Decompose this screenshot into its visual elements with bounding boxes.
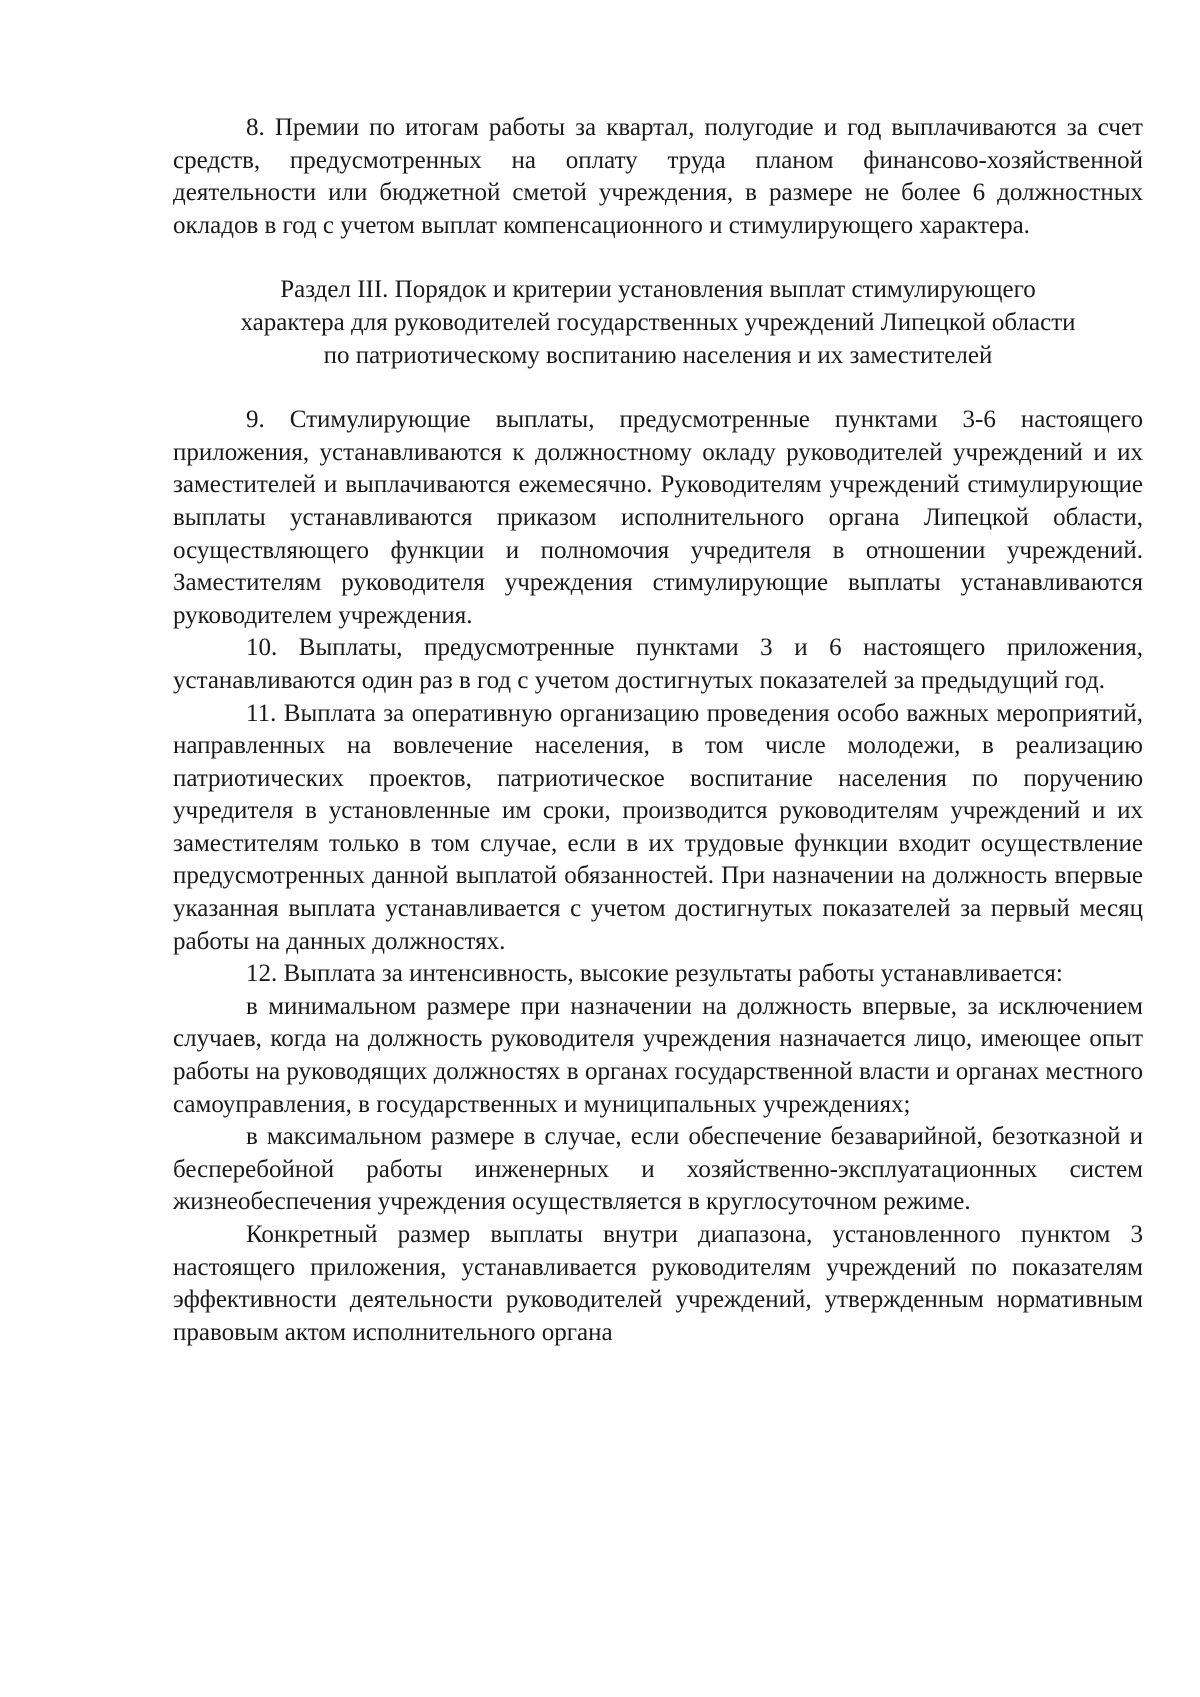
paragraph-12-minimum: в минимальном размере при назначении на должность впервые, за исключением случаев, когда на должность руководителя учреждения назначается лицо, имеющее опыт работы на руководящих должностях в органах государственной власти и органах местного самоуправления, в государственных и муниципальных учреждениях;: [173, 992, 1143, 1118]
section-heading-line-1: Раздел III. Порядок и критерии установления выплат стимулирующего: [280, 276, 1036, 304]
paragraph-10: 10. Выплаты, предусмотренные пунктами 3 и 6 настоящего приложения, устанавливаются один раз в год с учетом достигнутых показателей за предыдущий год.: [173, 634, 1143, 694]
section-heading: [173, 274, 1143, 372]
section-heading-line-3: по патриотическому воспитанию населения и их заместителей: [323, 341, 993, 369]
document-body: [173, 112, 1143, 1349]
paragraph-12-maximum: в максимальном размере в случае, если обеспечение безаварийной, безотказной и бесперебойной работы инженерных и хозяйственно-эксплуатационных систем жизнеобеспечения учреждения осуществляется в круглосуточном режиме.: [173, 1123, 1143, 1216]
paragraph-11: 11. Выплата за оперативную организацию проведения особо важных мероприятий, направленных на вовлечение населения, в том числе молодежи, в реализацию патриотических проектов, патриотическое воспитание населения по поручению учредителя в установленные им сроки, производится руководителям учреждений и их заместителям только в том случае, если в их трудовые функции входит осуществление предусмотренных данной выплатой обязанностей. При назначении на должность впервые указанная выплата устанавливается с учетом достигнутых показателей за первый месяц работы на данных должностях.: [173, 699, 1143, 955]
paragraph-9: 9. Стимулирующие выплаты, предусмотренные пунктами 3-6 настоящего приложения, устанавливаются к должностному окладу руководителей учреждений и их заместителей и выплачиваются ежемесячно. Руководителям учреждений стимулирующие выплаты устанавливаются приказом исполнительного органа Липецкой области, осуществляющего функции и полномочия учредителя в отношении учреждений. Заместителям руководителя учреждения стимулирующие выплаты устанавливаются руководителем учреждения.: [173, 406, 1143, 629]
paragraph-12: 12. Выплата за интенсивность, высокие результаты работы устанавливается:: [246, 960, 1063, 988]
paragraph-8: 8. Премии по итогам работы за квартал, полугодие и год выплачиваются за счет средств, предусмотренных на оплату труда планом финансово-хозяйственной деятельности или бюджетной сметой учреждения, в размере не более 6 должностных окладов в год с учетом выплат компенсационного и стимулирующего характера.: [173, 114, 1143, 239]
spacer: [173, 372, 1143, 404]
spacer: [173, 242, 1143, 274]
paragraph-specific-amount: Конкретный размер выплаты внутри диапазона, установленного пунктом 3 настоящего приложения, устанавливается руководителям учреждений по показателям эффективности деятельности руководителей учреждений, утвержденным нормативным правовым актом исполнительного органа: [173, 1221, 1143, 1346]
section-heading-line-2: характера для руководителей государственных учреждений Липецкой области: [240, 308, 1076, 336]
